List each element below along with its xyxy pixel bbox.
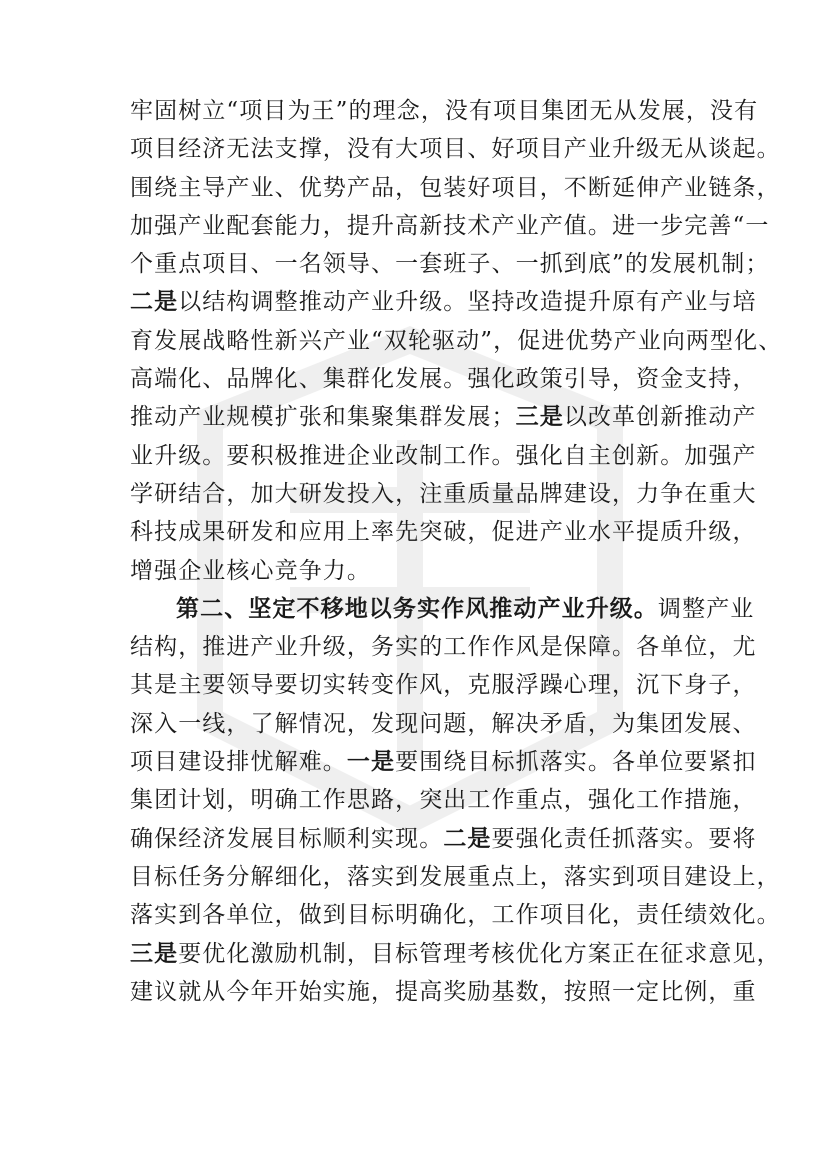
- text-run: 以改革创新推动产: [563, 404, 757, 431]
- text-line: [130, 169, 781, 207]
- text-run: 要优化激励机制，目标管理考核优化方案正在征求意见，: [178, 940, 781, 967]
- text-line: [130, 590, 755, 628]
- text-run: 集团计划，明确工作思路，突出工作重点，强化工作措施，: [130, 787, 757, 814]
- text-run: 结构，推进产业升级，务实的工作作风是保障。各单位，尤: [130, 634, 757, 661]
- text-line: [130, 322, 783, 360]
- text-run: 建议就从今年开始实施，提高奖励基数，按照一定比例，重: [130, 978, 757, 1005]
- text-line: [130, 820, 757, 858]
- text-run: 学研结合，加大研发投入，注重质量品牌建设，力争在重大: [130, 480, 757, 507]
- bold-text-run: 三是: [130, 939, 179, 967]
- text-run: 以结构调整推动产业升级。坚持改造提升原有产业与培: [178, 289, 757, 316]
- text-run: 调整产业: [658, 595, 755, 622]
- text-run: 高端化、品牌化、集群化发展。强化政策引导，资金支持，: [130, 366, 757, 393]
- text-run: 项目建设排忧解难。: [130, 749, 347, 776]
- bold-text-run: 三是: [515, 403, 564, 431]
- text-line: [130, 130, 781, 168]
- text-run: 加强产业配套能力，提升高新技术产业产值。进一步完善“一: [130, 212, 770, 239]
- text-run: 确保经济发展目标顺利实现。: [130, 825, 444, 852]
- paragraph-1: [130, 92, 783, 590]
- text-line: [130, 513, 757, 551]
- text-run: 业升级。要积极推进企业改制工作。强化自主创新。加强产: [130, 442, 757, 469]
- bold-text-run: 一是: [346, 748, 396, 776]
- text-line: [130, 973, 757, 1011]
- text-line: [130, 858, 781, 896]
- document-body: [130, 92, 783, 1011]
- text-line: [130, 283, 757, 321]
- text-run: 科技成果研发和应用上率先突破，促进产业水平提质升级，: [130, 519, 757, 546]
- text-run: 增强企业核心竞争力。: [130, 557, 371, 584]
- text-run: 推动产业规模扩张和集聚集群发展；: [130, 404, 516, 431]
- text-run: 育发展战略性新兴产业“双轮驱动”，促进优势产业向两型化、: [130, 327, 783, 354]
- bold-text-run: 二是: [130, 288, 179, 316]
- text-run: 项目经济无法支撑，没有大项目、好项目产业升级无从谈起。: [130, 136, 781, 163]
- text-line: [130, 398, 757, 436]
- text-run: 落实到各单位，做到目标明确化，工作项目化，责任绩效化。: [130, 902, 781, 929]
- text-run: 其是主要领导要切实转变作风，克服浮躁心理，沉下身子，: [130, 672, 757, 699]
- text-line: [130, 896, 781, 934]
- text-line: [130, 437, 757, 475]
- bold-text-run: 二是: [443, 824, 492, 852]
- text-run: 要围绕目标抓落实。各单位要紧扣: [395, 749, 757, 776]
- text-line: [130, 666, 757, 704]
- text-line: [130, 552, 712, 590]
- text-run: 要强化责任抓落实。要将: [491, 825, 757, 852]
- text-run: 深入一线，了解情况，发现问题，解决矛盾，为集团发展、: [130, 710, 757, 737]
- text-line: [130, 705, 757, 743]
- text-line: [130, 935, 781, 973]
- text-run: 围绕主导产业、优势产品，包装好项目，不断延伸产业链条，: [130, 174, 781, 201]
- text-line: [130, 245, 770, 283]
- paragraph-2: [130, 590, 781, 1011]
- text-run: 个重点项目、一名领导、一套班子、一抓到底”的发展机制；: [130, 251, 770, 278]
- text-run: 目标任务分解细化，落实到发展重点上，落实到项目建设上，: [130, 863, 781, 890]
- text-line: [130, 743, 757, 781]
- bold-text-run: 第二、坚定不移地以务实作风推动产业升级。: [176, 594, 658, 622]
- text-run: 牢固树立“项目为王”的理念，没有项目集团无从发展，没有: [130, 98, 759, 124]
- text-line: [130, 207, 770, 245]
- text-line: [130, 92, 759, 130]
- text-line: [130, 781, 757, 819]
- text-line: [130, 628, 757, 666]
- text-line: [130, 360, 757, 398]
- text-line: [130, 475, 757, 513]
